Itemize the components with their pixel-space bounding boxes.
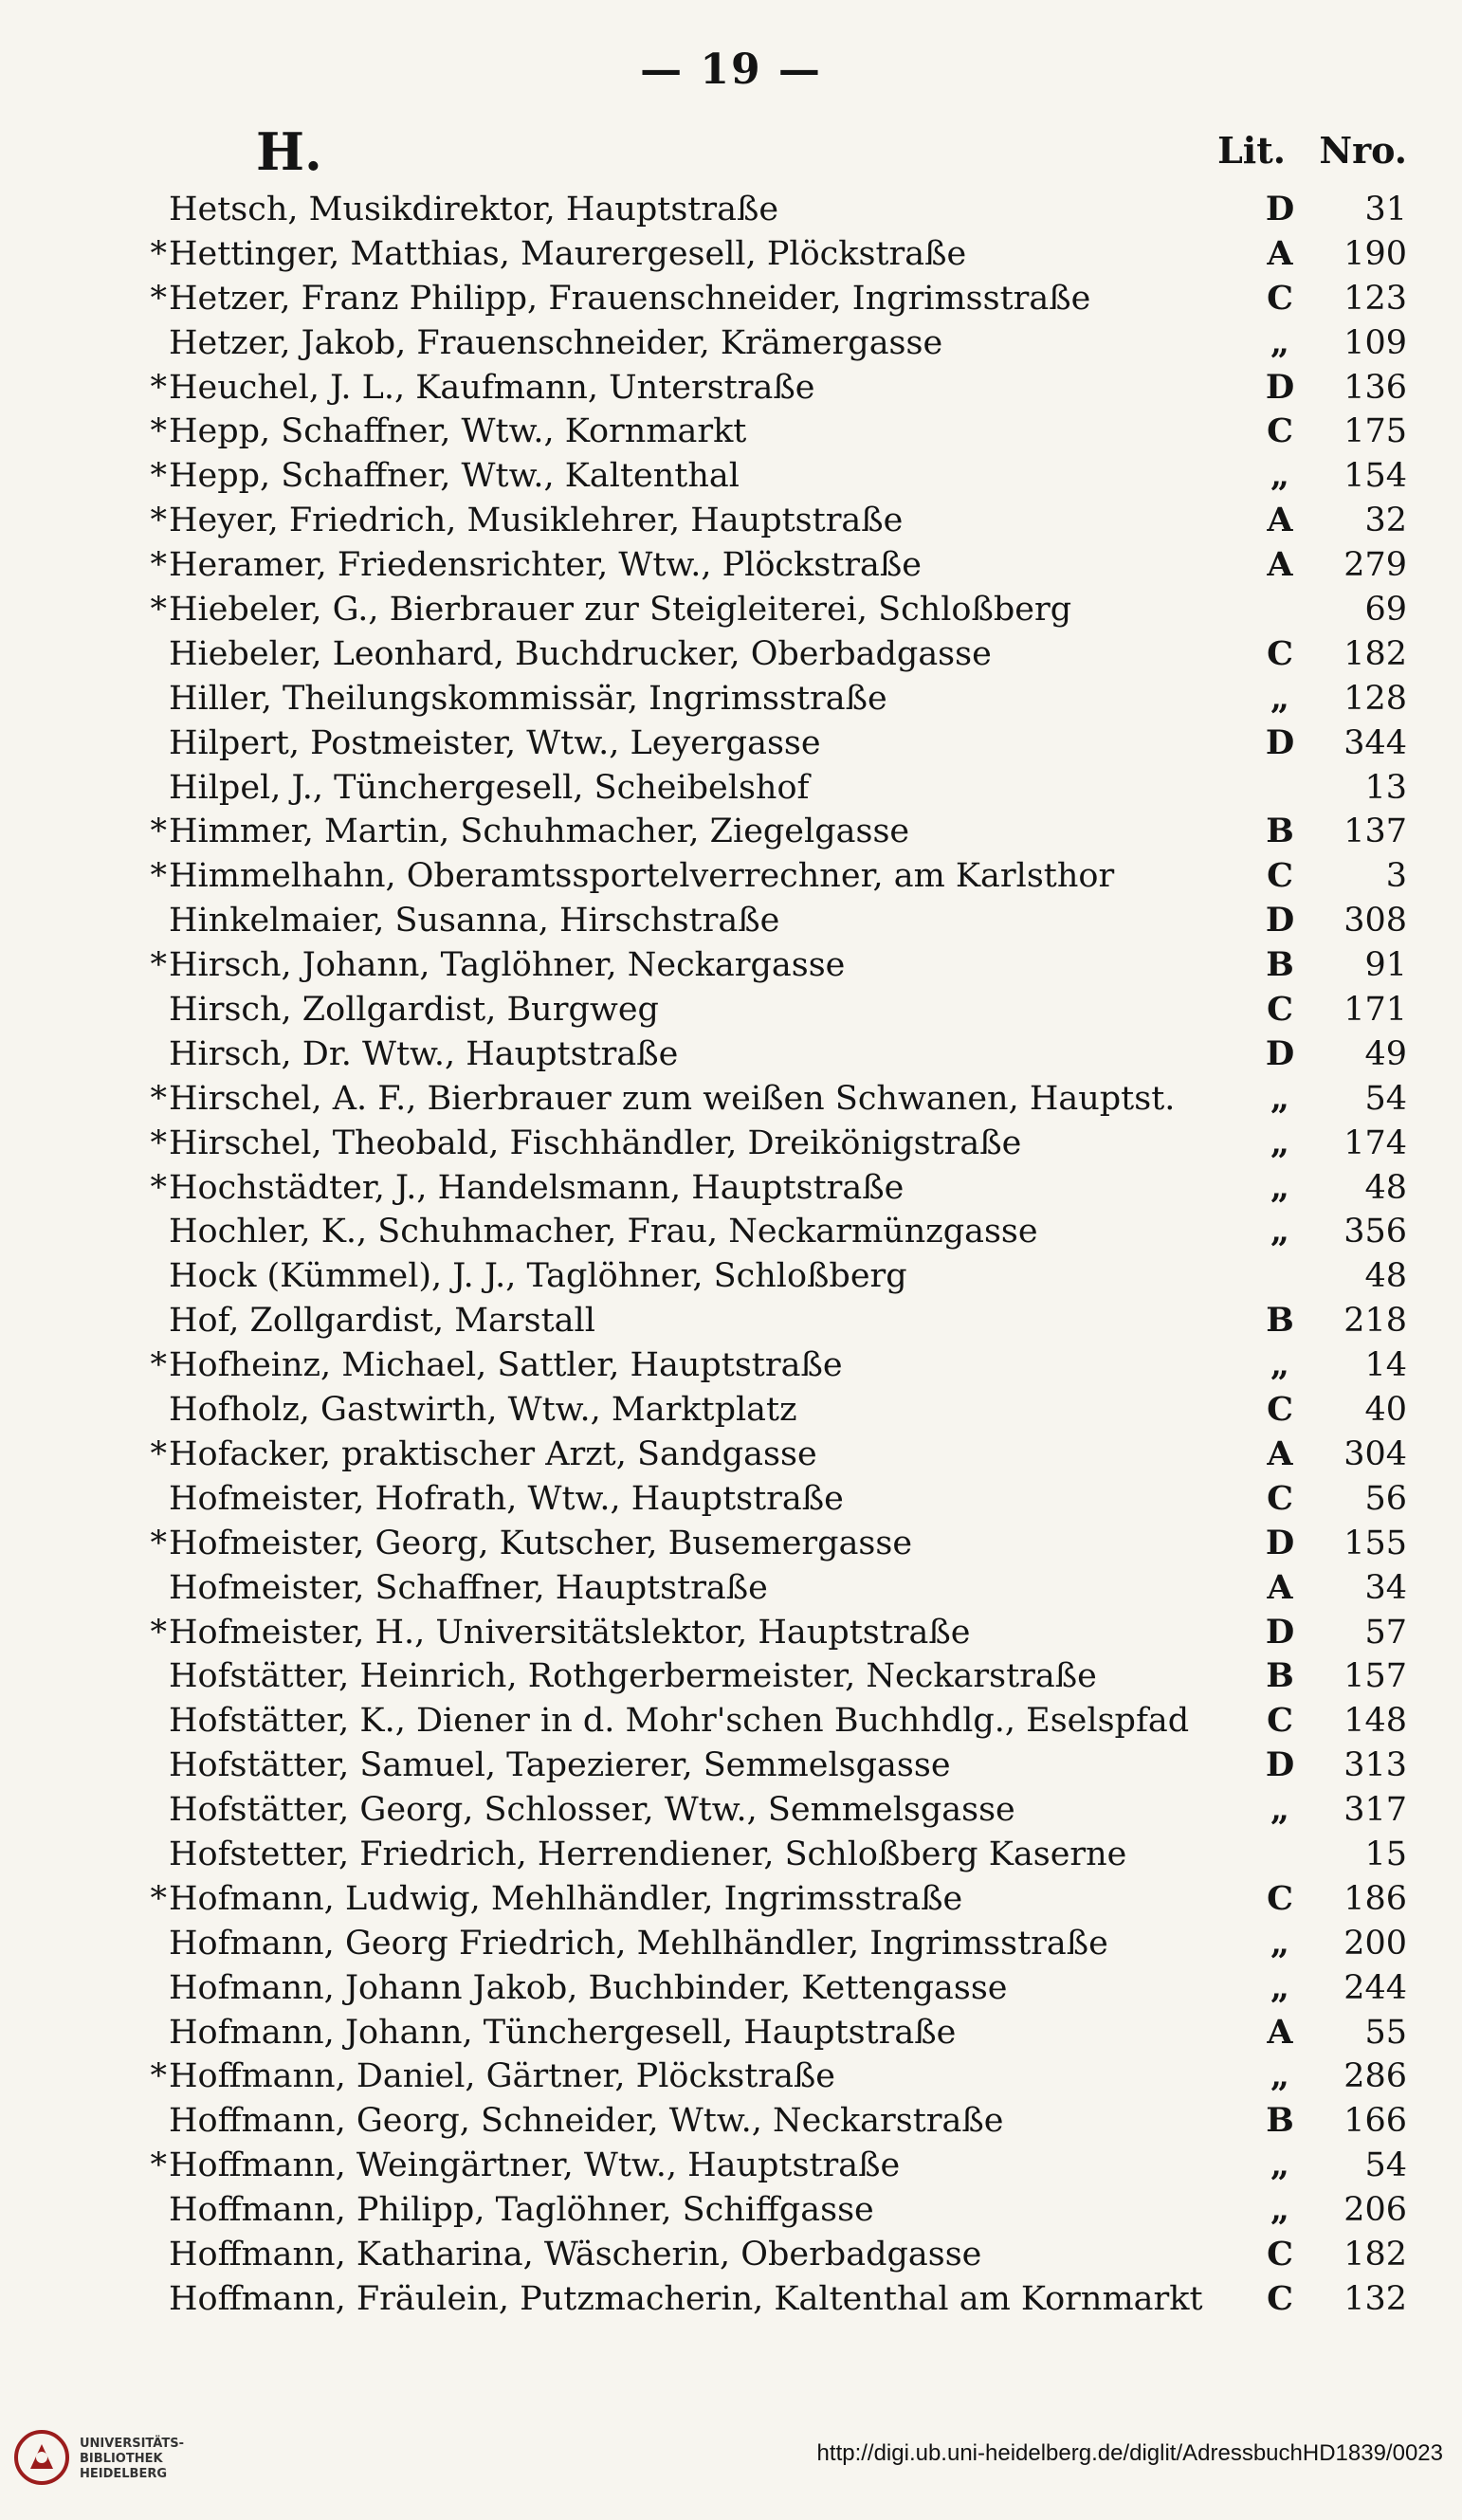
list-item (133, 321, 1407, 366)
entry-lit: „ (1270, 1212, 1290, 1251)
entry-lit: A (1267, 2012, 1293, 2052)
entry-name: Hofstätter, Samuel, Tapezierer, Semmelsgasse (169, 1746, 951, 1785)
entry-lit: „ (1270, 456, 1290, 496)
entry-lit: B (1266, 1301, 1294, 1341)
entry-lit: C (1267, 1478, 1293, 1518)
entry-lit: D (1265, 1033, 1295, 1073)
entry-nro: 109 (1343, 323, 1407, 362)
entry-star-marker: * (150, 591, 167, 630)
entry-name: Hoffmann, Philipp, Taglöhner, Schiffgasse (169, 2191, 874, 2230)
list-item (133, 1077, 1407, 1122)
entry-name: Hiebeler, G., Bierbrauer zur Steigleiterei, Schloßberg (169, 591, 1072, 630)
entry-lit: C (1267, 633, 1293, 673)
entry-nro: 155 (1343, 1524, 1407, 1562)
entry-nro: 157 (1343, 1657, 1407, 1696)
entry-name: Hoffmann, Fräulein, Putzmacherin, Kaltenthal am Kornmarkt (169, 2279, 1203, 2318)
entry-lit: D (1265, 901, 1295, 940)
entry-star-marker: * (150, 946, 167, 985)
entry-name: Hoffmann, Georg, Schneider, Wtw., Neckarstraße (169, 2102, 1004, 2141)
list-item (133, 766, 1407, 811)
entry-name: Hirsch, Johann, Taglöhner, Neckargasse (169, 946, 846, 985)
entry-nro: 186 (1343, 1879, 1407, 1918)
list-item (133, 632, 1407, 677)
entry-nro: 32 (1364, 502, 1407, 540)
list-item (133, 232, 1407, 277)
entry-nro: 136 (1343, 368, 1407, 407)
entry-nro: 148 (1343, 1702, 1407, 1741)
list-item (133, 721, 1407, 766)
entry-name: Hiller, Theilungskommissär, Ingrimsstraße (169, 679, 887, 718)
list-item (133, 1343, 1407, 1388)
entry-lit: C (1267, 2278, 1293, 2318)
entry-lit: „ (1270, 1123, 1290, 1162)
entry-name: Hepp, Schaffner, Wtw., Kornmarkt (169, 412, 747, 451)
entry-star-marker: * (150, 412, 167, 451)
entry-nro: 218 (1343, 1302, 1407, 1341)
library-name-line: UNIVERSITÄTS- (80, 2437, 184, 2451)
entry-name: Hoffmann, Katharina, Wäscherin, Oberbadgasse (169, 2235, 982, 2273)
entry-nro: 304 (1343, 1434, 1407, 1473)
entry-name: Hofacker, praktischer Arzt, Sandgasse (169, 1434, 817, 1473)
entry-lit: D (1265, 1612, 1295, 1652)
list-item (133, 1522, 1407, 1566)
entry-nro: 317 (1343, 1791, 1407, 1830)
entry-name: Hofheinz, Michael, Sattler, Hauptstraße (169, 1346, 843, 1385)
list-item (133, 1122, 1407, 1166)
entry-lit: C (1267, 2234, 1293, 2273)
entry-name: Hinkelmaier, Susanna, Hirschstraße (169, 902, 780, 940)
list-item (133, 1477, 1407, 1522)
entry-nro: 175 (1343, 412, 1407, 451)
list-item (133, 1032, 1407, 1077)
list-item (133, 2144, 1407, 2188)
list-item (133, 277, 1407, 321)
list-item (133, 2233, 1407, 2277)
entry-lit: C (1267, 1878, 1293, 1918)
entry-name: Hofstätter, Georg, Schlosser, Wtw., Semmelsgasse (169, 1791, 1015, 1830)
entry-star-marker: * (150, 1524, 167, 1562)
entry-nro: 206 (1343, 2191, 1407, 2230)
entry-nro: 91 (1364, 946, 1407, 985)
entry-nro: 154 (1343, 457, 1407, 496)
entry-name: Hoffmann, Daniel, Gärtner, Plöckstraße (169, 2057, 836, 2096)
entry-lit: B (1266, 1656, 1294, 1696)
nro-column-label: Nro. (1319, 129, 1407, 172)
list-item (133, 188, 1407, 232)
list-item (133, 677, 1407, 721)
entry-name: Hetsch, Musikdirektor, Hauptstraße (169, 191, 779, 228)
entry-lit: „ (1270, 1967, 1290, 2007)
entry-name: Hirsch, Dr. Wtw., Hauptstraße (169, 1034, 679, 1073)
entry-name: Hofmann, Ludwig, Mehlhändler, Ingrimsstraße (169, 1879, 963, 1918)
entry-name: Hepp, Schaffner, Wtw., Kaltenthal (169, 457, 740, 496)
entry-name: Hofmann, Johann, Tünchergesell, Hauptstraße (169, 2013, 957, 2052)
entry-name: Hofmeister, Hofrath, Wtw., Hauptstraße (169, 1479, 844, 1518)
page-number: — 19 — (640, 46, 822, 94)
entry-nro: 344 (1343, 723, 1407, 762)
list-item (133, 854, 1407, 899)
entry-nro: 244 (1343, 1968, 1407, 2007)
university-library-logo-icon (13, 2429, 70, 2486)
entry-name: Hiebeler, Leonhard, Buchdrucker, Oberbadgasse (169, 634, 992, 673)
entry-lit: C (1267, 411, 1293, 451)
list-item (133, 1788, 1407, 1833)
entry-star-marker: * (150, 368, 167, 407)
entry-star-marker: * (150, 1879, 167, 1918)
entry-lit: D (1265, 1745, 1295, 1785)
entry-name: Heramer, Friedensrichter, Wtw., Plöckstraße (169, 546, 922, 585)
entry-lit: „ (1270, 1790, 1290, 1830)
entry-lit: „ (1270, 322, 1290, 362)
list-item (133, 899, 1407, 943)
entry-star-marker: * (150, 1434, 167, 1473)
entry-nro: 174 (1343, 1123, 1407, 1162)
entry-nro: 31 (1364, 191, 1407, 228)
list-item (133, 2099, 1407, 2144)
list-item (133, 454, 1407, 499)
list-item (133, 1210, 1407, 1254)
entry-nro: 48 (1364, 1168, 1407, 1207)
entry-nro: 182 (1343, 2235, 1407, 2273)
entry-nro: 55 (1364, 2013, 1407, 2052)
library-name-line: HEIDELBERG (80, 2467, 168, 2481)
library-name-line: BIBLIOTHEK (80, 2452, 163, 2466)
entry-name: Hetzer, Jakob, Frauenschneider, Krämergasse (169, 323, 943, 362)
entry-name: Hilpel, J., Tünchergesell, Scheibelshof (169, 768, 810, 807)
entry-star-marker: * (150, 1168, 167, 1207)
entry-lit: B (1266, 945, 1294, 985)
entry-star-marker: * (150, 1123, 167, 1162)
entry-nro: 3 (1385, 857, 1407, 896)
entry-star-marker: * (150, 1079, 167, 1118)
entry-nro: 40 (1364, 1391, 1407, 1430)
entry-nro: 69 (1364, 591, 1407, 630)
entry-star-marker: * (150, 1346, 167, 1385)
list-item (133, 1254, 1407, 1299)
entry-nro: 286 (1343, 2057, 1407, 2096)
list-item (133, 1922, 1407, 1966)
entry-star-marker: * (150, 502, 167, 540)
entry-lit: „ (1270, 1078, 1290, 1118)
entry-lit: D (1265, 367, 1295, 407)
entry-name: Hochler, K., Schuhmacher, Frau, Neckarmünzgasse (169, 1213, 1038, 1251)
entry-lit: C (1267, 856, 1293, 896)
entry-nro: 171 (1343, 991, 1407, 1030)
entry-star-marker: * (150, 2057, 167, 2096)
entry-star-marker: * (150, 2146, 167, 2185)
entry-name: Hofmann, Johann Jakob, Buchbinder, Kettengasse (169, 1968, 1008, 2007)
entry-name: Hofstetter, Friedrich, Herrendiener, Schloßberg Kaserne (169, 1835, 1127, 1873)
entry-name: Himmelhahn, Oberamtssportelverrechner, am Karlsthor (169, 857, 1115, 896)
entry-star-marker: * (150, 857, 167, 896)
entry-lit: „ (1270, 2190, 1290, 2230)
list-item (133, 499, 1407, 543)
library-name (80, 2437, 212, 2482)
entry-name: Hofstätter, K., Diener in d. Mohr'schen Buchhdlg., Eselspfad (169, 1702, 1190, 1741)
entry-nro: 132 (1343, 2279, 1407, 2318)
entry-name: Heuchel, J. L., Kaufmann, Unterstraße (169, 368, 815, 407)
entry-name: Himmer, Martin, Schuhmacher, Ziegelgasse (169, 813, 910, 851)
entry-lit: D (1265, 722, 1295, 762)
entry-nro: 190 (1343, 234, 1407, 273)
entry-nro: 279 (1343, 546, 1407, 585)
list-item (133, 1654, 1407, 1699)
entry-lit: „ (1270, 1167, 1290, 1207)
entry-lit: C (1267, 1701, 1293, 1741)
entry-nro: 14 (1364, 1346, 1407, 1385)
entry-nro: 48 (1364, 1257, 1407, 1296)
list-item (133, 410, 1407, 454)
source-url-link[interactable]: http://digi.ub.uni-heidelberg.de/diglit/AdressbuchHD1839/0023 (816, 2440, 1443, 2466)
entry-nro: 308 (1343, 902, 1407, 940)
list-item (133, 588, 1407, 632)
list-item (133, 1433, 1407, 1477)
entry-lit: D (1265, 190, 1295, 228)
list-item (133, 1877, 1407, 1922)
list-item (133, 810, 1407, 854)
entry-name: Hofmeister, Schaffner, Hauptstraße (169, 1568, 768, 1607)
list-item (133, 988, 1407, 1032)
section-letter: H. (256, 121, 322, 182)
entry-lit: „ (1270, 2146, 1290, 2185)
entry-star-marker: * (150, 457, 167, 496)
list-item (133, 2054, 1407, 2099)
list-item (133, 1166, 1407, 1211)
entry-nro: 49 (1364, 1034, 1407, 1073)
list-item (133, 1388, 1407, 1433)
list-item (133, 1699, 1407, 1744)
list-item (133, 1966, 1407, 2011)
entry-name: Hetzer, Franz Philipp, Frauenschneider, Ingrimsstraße (169, 279, 1091, 318)
entry-name: Hofmann, Georg Friedrich, Mehlhändler, Ingrimsstraße (169, 1924, 1108, 1963)
list-item (133, 2011, 1407, 2055)
entry-name: Hirschel, A. F., Bierbrauer zum weißen Schwanen, Hauptst. (169, 1079, 1176, 1118)
list-item (133, 1744, 1407, 1788)
entry-name: Hofmeister, H., Universitätslektor, Hauptstraße (169, 1613, 971, 1652)
entry-nro: 123 (1343, 279, 1407, 318)
entry-nro: 13 (1364, 768, 1407, 807)
entry-nro: 182 (1343, 634, 1407, 673)
lit-column-label: Lit. (1217, 129, 1286, 172)
entry-lit: A (1267, 1567, 1293, 1607)
list-item (133, 1833, 1407, 1877)
entry-nro: 34 (1364, 1568, 1407, 1607)
entry-nro: 54 (1364, 2146, 1407, 2185)
entry-nro: 313 (1343, 1746, 1407, 1785)
entry-nro: 57 (1364, 1613, 1407, 1652)
entry-star-marker: * (150, 546, 167, 585)
list-item (133, 2277, 1407, 2322)
entry-lit: A (1267, 233, 1293, 273)
column-header (256, 121, 1407, 182)
entry-name: Hofmeister, Georg, Kutscher, Busemergasse (169, 1524, 913, 1562)
entry-lit: C (1267, 990, 1293, 1030)
entry-lit: D (1265, 1523, 1295, 1562)
entry-nro: 128 (1343, 679, 1407, 718)
entry-name: Hirsch, Zollgardist, Burgweg (169, 991, 659, 1030)
entry-lit: A (1267, 545, 1293, 585)
entry-name: Hirschel, Theobald, Fischhändler, Dreikönigstraße (169, 1123, 1022, 1162)
entry-name: Hofstätter, Heinrich, Rothgerbermeister, Neckarstraße (169, 1657, 1097, 1696)
entry-name: Hochstädter, J., Handelsmann, Hauptstraße (169, 1168, 905, 1207)
list-item (133, 543, 1407, 588)
entry-name: Heyer, Friedrich, Musiklehrer, Hauptstraße (169, 502, 904, 540)
entry-nro: 200 (1343, 1924, 1407, 1963)
entry-name: Hofholz, Gastwirth, Wtw., Marktplatz (169, 1391, 797, 1430)
list-item (133, 943, 1407, 988)
entry-lit: C (1267, 278, 1293, 318)
entry-nro: 356 (1343, 1213, 1407, 1251)
entry-star-marker: * (150, 1613, 167, 1652)
entry-lit: „ (1270, 678, 1290, 718)
entry-lit: „ (1270, 2056, 1290, 2096)
entry-lit: „ (1270, 1345, 1290, 1385)
entry-name: Hettinger, Matthias, Maurergesell, Plöckstraße (169, 234, 967, 273)
list-item (133, 366, 1407, 411)
entry-name: Hof, Zollgardist, Marstall (169, 1302, 595, 1341)
entry-nro: 15 (1364, 1835, 1407, 1873)
entry-lit: „ (1270, 1923, 1290, 1963)
entry-star-marker: * (150, 279, 167, 318)
entry-name: Hilpert, Postmeister, Wtw., Leyergasse (169, 723, 821, 762)
entry-name: Hock (Kümmel), J. J., Taglöhner, Schloßberg (169, 1257, 907, 1296)
entry-star-marker: * (150, 813, 167, 851)
list-item (133, 2188, 1407, 2233)
entry-nro: 54 (1364, 1079, 1407, 1118)
entry-lit: A (1267, 1433, 1293, 1473)
entry-lit: B (1266, 2101, 1294, 2141)
entry-lit: A (1267, 501, 1293, 540)
entry-name: Hoffmann, Weingärtner, Wtw., Hauptstraße (169, 2146, 901, 2185)
entry-star-marker: * (150, 234, 167, 273)
list-item (133, 1566, 1407, 1611)
address-entries-list (133, 188, 1407, 2322)
entry-lit: C (1267, 1390, 1293, 1430)
entry-nro: 56 (1364, 1479, 1407, 1518)
entry-lit: B (1266, 812, 1294, 851)
entry-nro: 137 (1343, 813, 1407, 851)
entry-nro: 166 (1343, 2102, 1407, 2141)
list-item (133, 1299, 1407, 1343)
list-item (133, 1611, 1407, 1655)
